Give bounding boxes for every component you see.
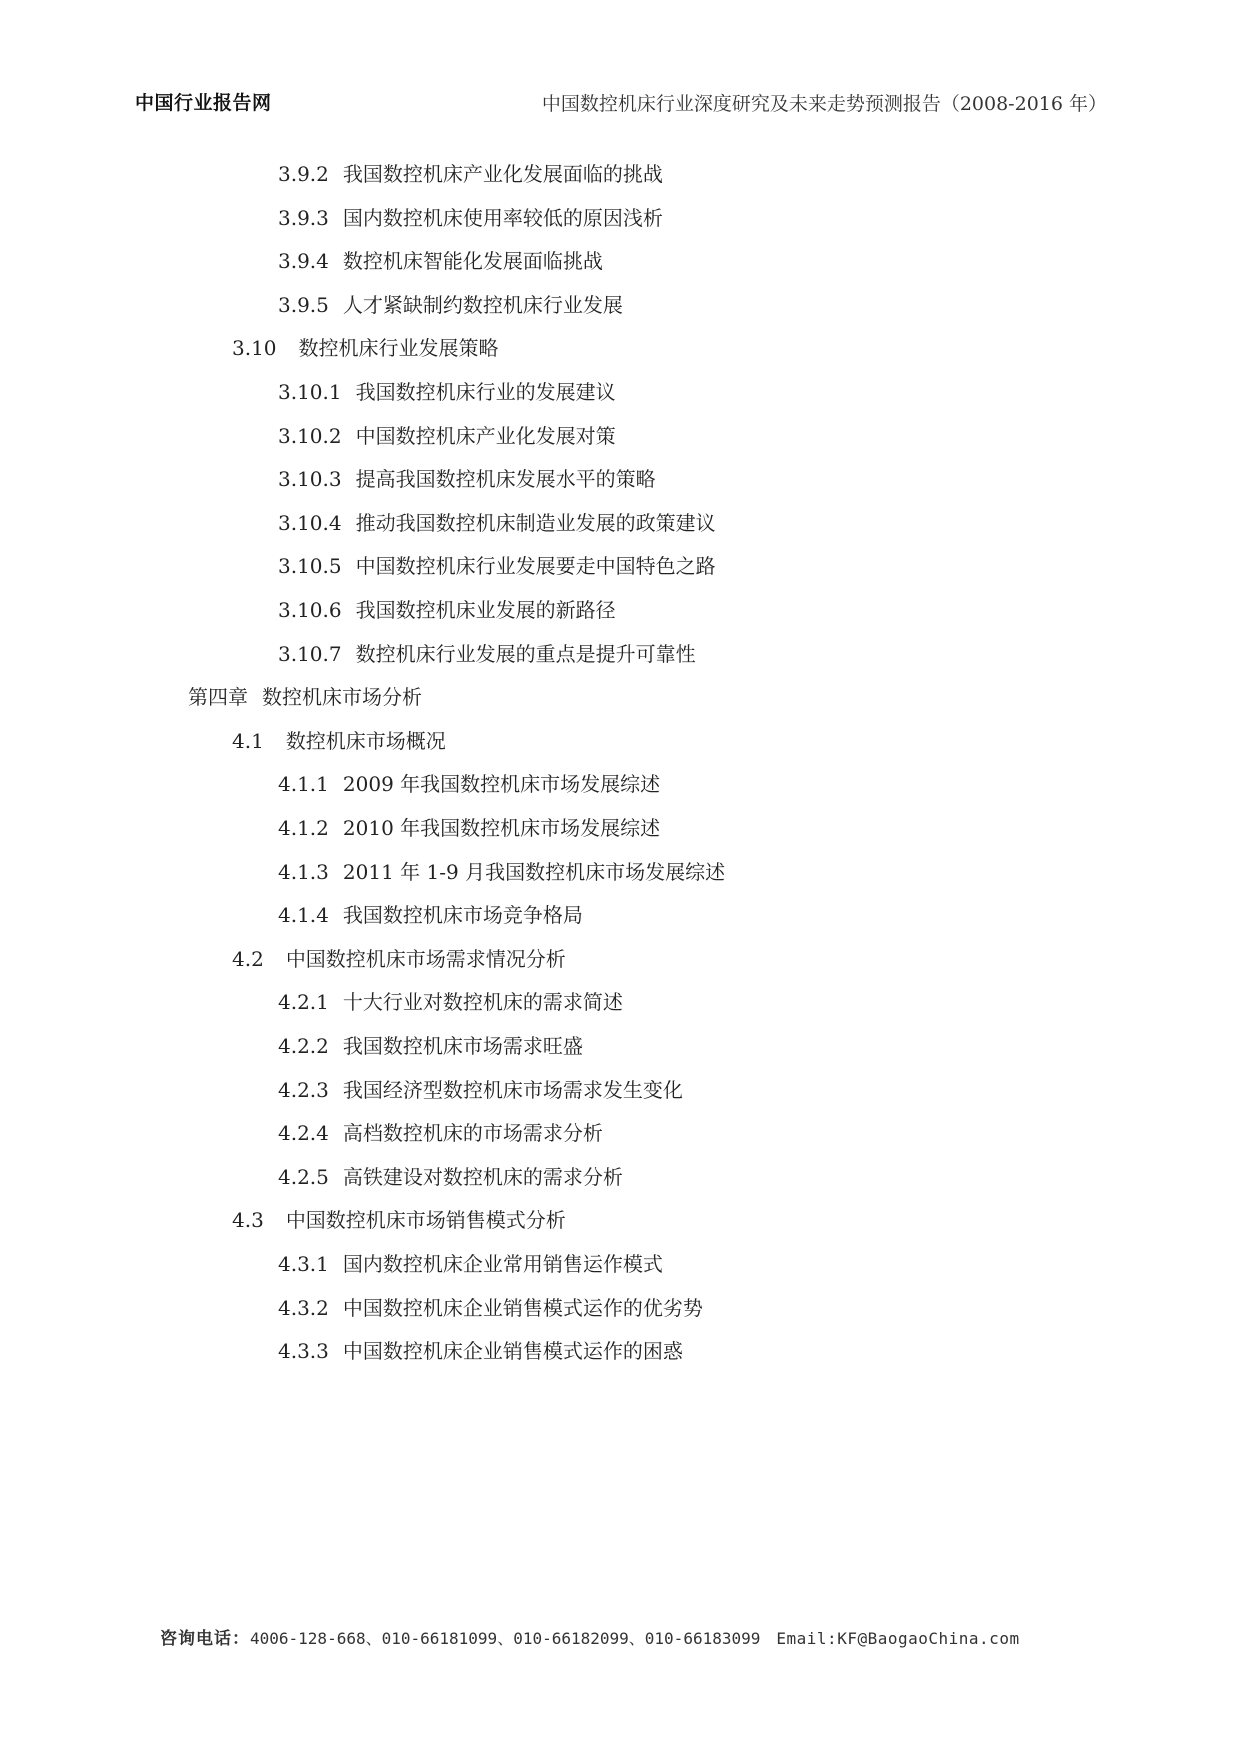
toc-entry-number: 4.2.2 bbox=[278, 1034, 329, 1058]
toc-entry bbox=[278, 1078, 683, 1102]
toc-entry-title: 我国数控机床产业化发展面临的挑战 bbox=[342, 162, 663, 186]
toc-entry-number: 3.10.1 bbox=[278, 380, 342, 404]
toc-entry-number: 3.10 bbox=[232, 336, 277, 360]
toc-entry-number: 第四章 bbox=[188, 685, 248, 709]
toc-entry bbox=[278, 903, 583, 927]
toc-entry-title: 数控机床行业发展的重点是提升可靠性 bbox=[355, 642, 696, 666]
toc-entry-title: 中国数控机床市场需求情况分析 bbox=[285, 947, 566, 971]
toc-entry-title: 数控机床智能化发展面临挑战 bbox=[342, 249, 603, 273]
toc-entry-number: 4.1.2 bbox=[278, 816, 329, 840]
toc-entry-title: 我国数控机床业发展的新路径 bbox=[355, 598, 616, 622]
toc-entry-number: 3.10.4 bbox=[278, 511, 342, 535]
toc-entry-number: 4.1.4 bbox=[278, 903, 329, 927]
toc-entry-title: 高铁建设对数控机床的需求分析 bbox=[342, 1165, 623, 1189]
toc-entry bbox=[278, 1252, 663, 1276]
toc-entry-number: 4.3.2 bbox=[278, 1296, 329, 1320]
toc-entry-title: 高档数控机床的市场需求分析 bbox=[342, 1121, 603, 1145]
toc-entry-title: 国内数控机床使用率较低的原因浅析 bbox=[342, 206, 663, 230]
toc-entry-number: 4.1.3 bbox=[278, 860, 329, 884]
toc-entry-number: 3.10.7 bbox=[278, 642, 342, 666]
toc-entry bbox=[278, 162, 663, 186]
toc-entry-title: 2011 年 1-9 月我国数控机床市场发展综述 bbox=[342, 860, 726, 884]
toc-entry bbox=[278, 554, 716, 578]
toc-entry bbox=[278, 467, 656, 491]
toc-entry bbox=[278, 772, 660, 796]
toc-entry bbox=[278, 1296, 703, 1320]
toc-entry bbox=[278, 293, 623, 317]
toc-entry-number: 4.1 bbox=[232, 729, 264, 753]
toc-entry bbox=[278, 1165, 623, 1189]
toc-entry bbox=[278, 380, 616, 404]
site-name: 中国行业报告网 bbox=[135, 92, 272, 114]
toc-entry-number: 3.10.3 bbox=[278, 467, 342, 491]
toc-entry bbox=[232, 729, 446, 753]
toc-entry-title: 中国数控机床产业化发展对策 bbox=[355, 424, 616, 448]
toc-entry-title: 中国数控机床企业销售模式运作的优劣势 bbox=[342, 1296, 703, 1320]
toc-entry-title: 我国数控机床市场需求旺盛 bbox=[342, 1034, 583, 1058]
toc-entry bbox=[278, 1034, 583, 1058]
toc-entry-title: 我国数控机床行业的发展建议 bbox=[355, 380, 616, 404]
toc-entry bbox=[232, 336, 499, 360]
toc-entry bbox=[232, 947, 566, 971]
toc-entry-title: 数控机床市场分析 bbox=[262, 685, 422, 709]
toc-entry-number: 4.3.1 bbox=[278, 1252, 329, 1276]
contact-label: 咨询电话： bbox=[160, 1629, 250, 1649]
toc-entry bbox=[278, 598, 616, 622]
toc-entry bbox=[278, 206, 663, 230]
page-header bbox=[0, 0, 1241, 120]
toc-entry-title: 提高我国数控机床发展水平的策略 bbox=[355, 467, 656, 491]
toc-entry-number: 4.3.3 bbox=[278, 1339, 329, 1363]
toc-entry-title: 中国数控机床市场销售模式分析 bbox=[285, 1208, 566, 1232]
toc-entry bbox=[278, 990, 623, 1014]
toc-entry-title: 2009 年我国数控机床市场发展综述 bbox=[342, 772, 661, 796]
toc-entry-number: 4.2.5 bbox=[278, 1165, 329, 1189]
toc-entry-number: 3.9.3 bbox=[278, 206, 329, 230]
toc-entry bbox=[278, 642, 696, 666]
toc-entry-title: 国内数控机床企业常用销售运作模式 bbox=[342, 1252, 663, 1276]
toc-entry-number: 4.2.4 bbox=[278, 1121, 329, 1145]
toc-entry-title: 数控机床市场概况 bbox=[285, 729, 446, 753]
toc-entry-title: 我国数控机床市场竞争格局 bbox=[342, 903, 583, 927]
toc-entry bbox=[278, 424, 616, 448]
toc-entry-number: 4.3 bbox=[232, 1208, 264, 1232]
toc-entry-title: 我国经济型数控机床市场需求发生变化 bbox=[342, 1078, 683, 1102]
contact-email: Email:KF@BaogaoChina.com bbox=[776, 1629, 1020, 1648]
toc-entry-number: 4.1.1 bbox=[278, 772, 329, 796]
toc-entry-number: 3.9.4 bbox=[278, 249, 329, 273]
toc-entry-title: 数控机床行业发展策略 bbox=[298, 336, 499, 360]
toc-entry bbox=[278, 511, 716, 535]
toc-entry-title: 2010 年我国数控机床市场发展综述 bbox=[342, 816, 661, 840]
toc-entry-number: 3.9.5 bbox=[278, 293, 329, 317]
toc-entry-number: 3.9.2 bbox=[278, 162, 329, 186]
report-title: 中国数控机床行业深度研究及未来走势预测报告（2008-2016 年） bbox=[541, 93, 1107, 115]
toc-entry bbox=[278, 1339, 683, 1363]
toc-entry bbox=[278, 860, 725, 884]
toc-entry-number: 4.2.3 bbox=[278, 1078, 329, 1102]
toc-entry-number: 4.2 bbox=[232, 947, 264, 971]
page-footer bbox=[160, 1624, 1120, 1649]
toc-entry-number: 4.2.1 bbox=[278, 990, 329, 1014]
toc-entry-title: 推动我国数控机床制造业发展的政策建议 bbox=[355, 511, 716, 535]
toc-entry bbox=[278, 1121, 603, 1145]
toc-entry-title: 中国数控机床企业销售模式运作的困惑 bbox=[342, 1339, 683, 1363]
toc-entry bbox=[188, 685, 422, 709]
toc-entry-title: 中国数控机床行业发展要走中国特色之路 bbox=[355, 554, 716, 578]
contact-phones: 4006-128-668、010-66181099、010-66182099、010-66183099 bbox=[250, 1629, 761, 1648]
toc-entry-number: 3.10.5 bbox=[278, 554, 342, 578]
toc-entry-number: 3.10.2 bbox=[278, 424, 342, 448]
toc-entry-number: 3.10.6 bbox=[278, 598, 342, 622]
toc-entry bbox=[278, 816, 660, 840]
toc-entry bbox=[278, 249, 603, 273]
toc-entry-title: 人才紧缺制约数控机床行业发展 bbox=[342, 293, 623, 317]
toc-entry bbox=[232, 1208, 566, 1232]
toc-entry-title: 十大行业对数控机床的需求简述 bbox=[342, 990, 623, 1014]
